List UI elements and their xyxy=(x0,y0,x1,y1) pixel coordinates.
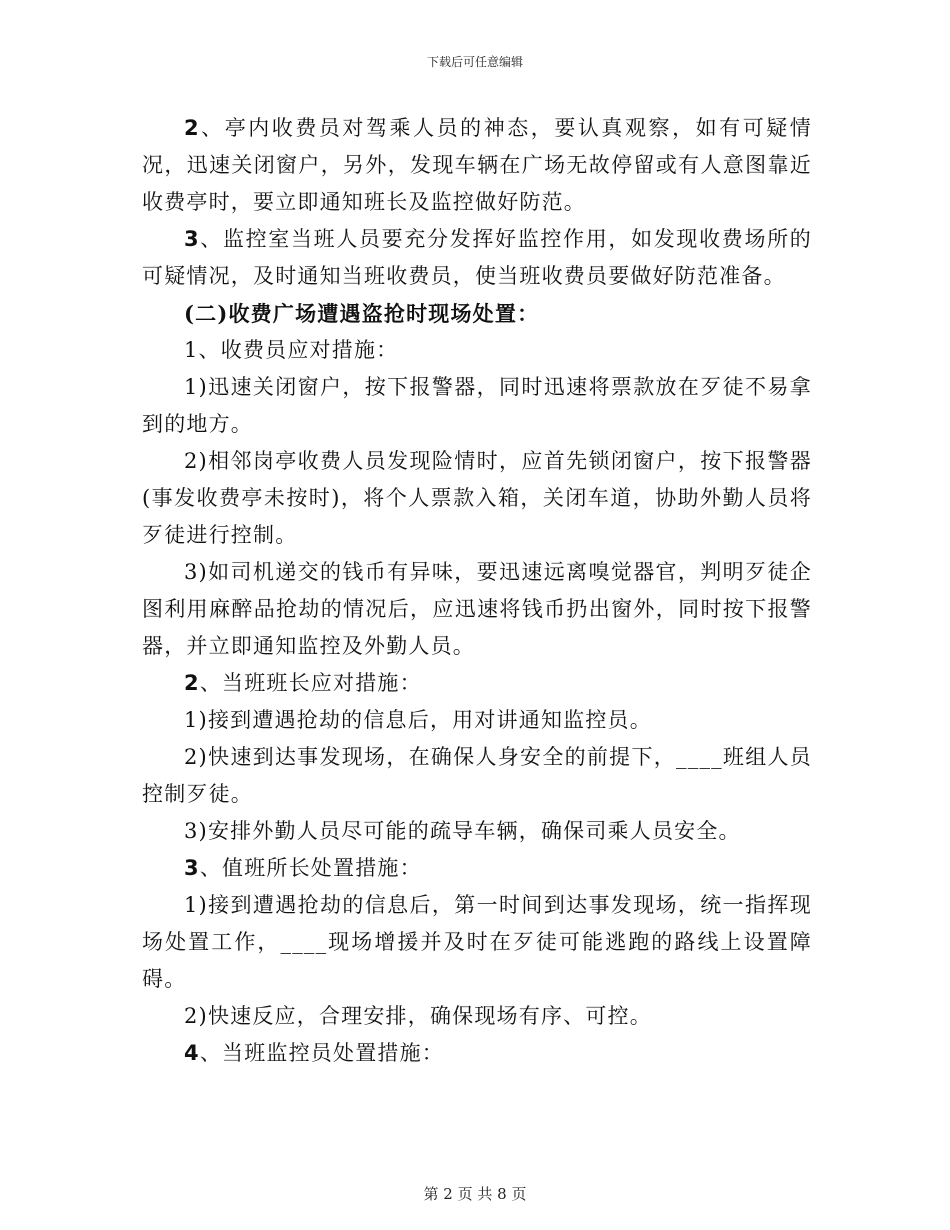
paragraph: 2)相邻岗亭收费人员发现险情时，应首先锁闭窗户，按下报警器(事发收费亭未按时)，将个人票款入箱，关闭车道，协助外勤人员将歹徒进行控制。 xyxy=(142,449,812,547)
paragraph: 2)快速反应，合理安排，确保现场有序、可控。 xyxy=(184,1004,652,1028)
paragraph: 2)快速到达事发现场，在确保人身安全的前提下，____班组人员控制歹徒。 xyxy=(142,745,812,806)
document-body xyxy=(142,110,812,1072)
paragraph: 3)安排外勤人员尽可能的疏导车辆，确保司乘人员安全。 xyxy=(184,819,741,843)
paragraph: 1)接到遭遇抢劫的信息后，用对讲通知监控员。 xyxy=(184,708,652,732)
paragraph-text: 、当班监控员处置措施： xyxy=(199,1041,445,1065)
item-number: 4 xyxy=(184,1041,200,1065)
paragraph-text: 、当班班长应对措施： xyxy=(199,671,422,695)
item-number: 3 xyxy=(184,856,200,880)
subheading xyxy=(142,665,812,702)
paragraph: 1)迅速关闭窗户，按下报警器，同时迅速将票款放在歹徒不易拿到的地方。 xyxy=(142,375,812,436)
item-number: 2 xyxy=(184,116,200,140)
page-header: 下载后可任意编辑 xyxy=(426,55,523,69)
paragraph-text: 、亭内收费员对驾乘人员的神态，要认真观察，如有可疑情况，迅速关闭窗户，另外，发现车辆在广场无故停留或有人意图靠近收费亭时，要立即通知班长及监控做好防范。 xyxy=(142,116,812,214)
paragraph xyxy=(142,221,812,295)
item-number: 2 xyxy=(184,671,200,695)
section-heading: (二)收费广场遭遇盗抢时现场处置： xyxy=(184,301,540,326)
paragraph: 1)接到遭遇抢劫的信息后，第一时间到达事发现场，统一指挥现场处置工作，____现场增援并及时在歹徒可能逃跑的路线上设置障碍。 xyxy=(142,893,812,991)
paragraph: 3)如司机递交的钱币有异味，要迅速远离嗅觉器官，判明歹徒企图利用麻醉品抢劫的情况后，应迅速将钱币扔出窗外，同时按下报警器，并立即通知监控及外勤人员。 xyxy=(142,560,812,658)
paragraph-text: 、监控室当班人员要充分发挥好监控作用，如发现收费场所的可疑情况，及时通知当班收费员，使当班收费员要做好防范准备。 xyxy=(142,227,812,288)
item-number: 3 xyxy=(184,227,200,251)
paragraph xyxy=(142,110,812,221)
subheading xyxy=(142,1035,812,1072)
page-footer: 第 2 页 共 8 页 xyxy=(423,1185,527,1203)
paragraph-text: 、值班所长处置措施： xyxy=(199,856,422,880)
subheading: 1、收费员应对措施： xyxy=(184,338,399,362)
subheading xyxy=(142,850,812,887)
